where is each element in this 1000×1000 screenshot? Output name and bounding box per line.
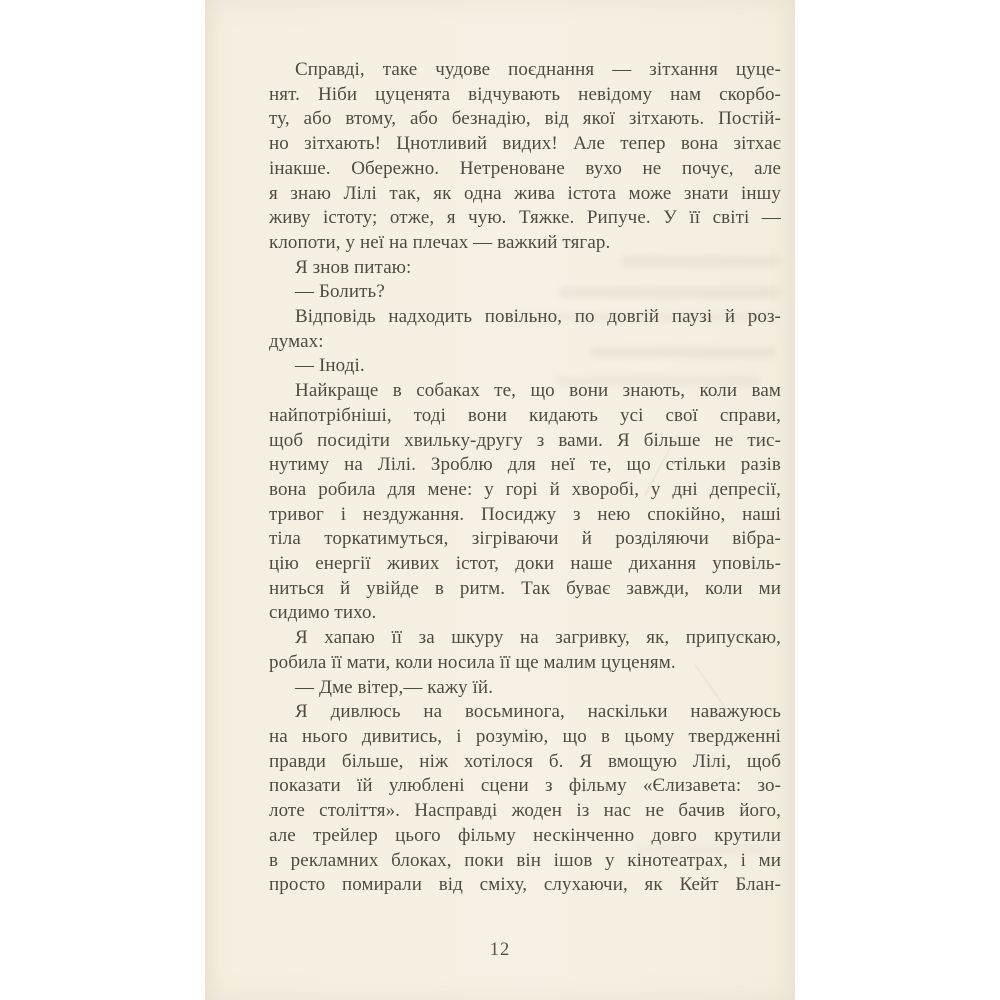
text-line: робила її мати, коли носила її ще малим цуценям. <box>269 651 676 673</box>
text-line: сидимо тихо. <box>269 602 377 624</box>
text-line: но зітхають! Цнотливий видих! Але тепер вона зітхає <box>269 133 781 155</box>
text-line: показати їй улюблені сцени з фільму «Єлизавета: зо- <box>269 775 781 797</box>
text-line: просто помирали від сміху, слухаючи, як Кейт Блан- <box>269 874 781 896</box>
text-line: — Дме вітер,— кажу їй. <box>295 676 494 698</box>
text-line: вона робила для мене: у горі й хворобі, у дні депресії, <box>269 478 781 500</box>
text-line: найпотрібніші, тоді вони кидають усі свої справи, <box>269 404 781 426</box>
text-line: Я дивлюсь на восьминога, наскільки наважуюсь <box>295 701 781 723</box>
text-line: але трейлер цього фільму нескінченно довго крутили <box>269 824 781 846</box>
text-line: інакше. Обережно. Нетреноване вухо не почує, але <box>269 157 781 179</box>
paragraph <box>269 700 781 898</box>
text-line: живу істоту; отже, я чую. Тяжке. Рипуче. У її світі — <box>269 207 781 229</box>
text-line: цію енергії живих істот, доки наше дихання уповіль- <box>269 553 781 575</box>
text-line: нутиму на Лілі. Зроблю для неї те, що стільки разів <box>269 454 781 476</box>
text-block <box>269 58 781 898</box>
text-line: Я хапаю її за шкуру на загривку, як, припускаю, <box>295 627 781 649</box>
text-line: правди більше, ніж хотілося б. Я вмощую Лілі, щоб <box>269 750 781 772</box>
paragraph <box>269 256 781 281</box>
text-line: на нього дивитись, і розумію, що в цьому твердженні <box>269 725 781 747</box>
paragraph <box>269 58 781 256</box>
book-page <box>205 0 795 1000</box>
text-line: тривог і нездужання. Посиджу з нею спокійно, наші <box>269 503 781 525</box>
text-line: Відповідь надходить повільно, по довгій паузі й роз- <box>295 306 781 328</box>
paragraph <box>269 354 781 379</box>
text-line: лоте століття». Насправді жоден із нас не бачив його, <box>269 800 781 822</box>
text-line: Найкраще в собаках те, що вони знають, коли вам <box>295 380 781 402</box>
text-line: — Іноді. <box>295 355 365 377</box>
text-line: я знаю Лілі так, як одна жива істота може знати іншу <box>269 182 781 204</box>
paragraph <box>269 305 781 354</box>
page-number: 12 <box>489 940 511 960</box>
text-line: ниться й увійде в ритм. Так буває завжди, коли ми <box>269 577 781 599</box>
text-line: тіла торкатимуться, зігріваючи й розділяючи вібра- <box>269 528 781 550</box>
paragraph <box>269 379 781 626</box>
text-line: Справді, таке чудове поєднання — зітхання цуце- <box>295 59 781 80</box>
text-line: ту, або втому, або безнадію, від якої зітхають. Постій- <box>269 108 781 130</box>
text-line: нят. Ніби цуценята відчувають невідому нам скорбо- <box>269 83 781 105</box>
paragraph <box>269 626 781 675</box>
text-line: думах: <box>269 330 324 352</box>
text-line: в рекламних блоках, поки він ішов у кінотеатрах, і ми <box>269 849 781 871</box>
text-line: щоб посидіти хвильку-другу з вами. Я більше не тис- <box>269 429 781 451</box>
text-line: клопоти, у неї на плечах — важкий тягар. <box>269 231 611 253</box>
text-line: — Болить? <box>295 281 385 303</box>
text-line: Я знов питаю: <box>295 256 412 278</box>
paragraph <box>269 676 781 701</box>
paragraph <box>269 280 781 305</box>
